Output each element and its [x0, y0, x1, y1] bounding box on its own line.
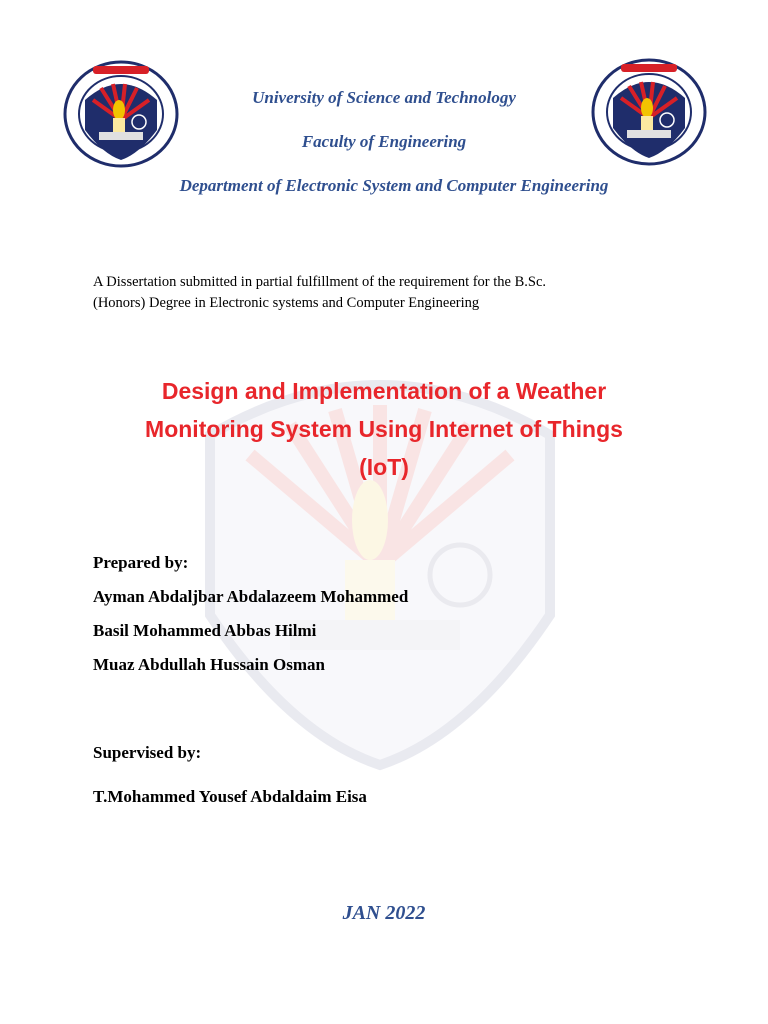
prepared-by-label: Prepared by:: [93, 553, 189, 572]
dissertation-statement: [93, 272, 693, 314]
university-name: University of Science and Technology: [252, 88, 516, 107]
author-name: Ayman Abdaljbar Abdalazeem Mohammed: [93, 587, 409, 606]
title-line: (IoT): [359, 454, 409, 480]
author-name: Basil Mohammed Abbas Hilmi: [93, 621, 317, 640]
supervisor-name: T.Mohammed Yousef Abdaldaim Eisa: [93, 787, 367, 806]
dissertation-statement-line: (Honors) Degree in Electronic systems and Computer Engineering: [93, 295, 480, 311]
title-line: Monitoring System Using Internet of Things: [145, 416, 623, 442]
title-line: Design and Implementation of a Weather: [161, 378, 607, 404]
dissertation-statement-line: A Dissertation submitted in partial fulfillment of the requirement for the B.Sc.: [93, 274, 547, 290]
submission-date: JAN 2022: [342, 902, 426, 924]
dissertation-title: [0, 372, 768, 486]
supervised-by-label: Supervised by:: [93, 743, 202, 762]
department-name: Department of Electronic System and Computer Engineering: [179, 176, 609, 195]
faculty-name: Faculty of Engineering: [301, 132, 467, 151]
author-name: Muaz Abdullah Hussain Osman: [93, 655, 325, 674]
